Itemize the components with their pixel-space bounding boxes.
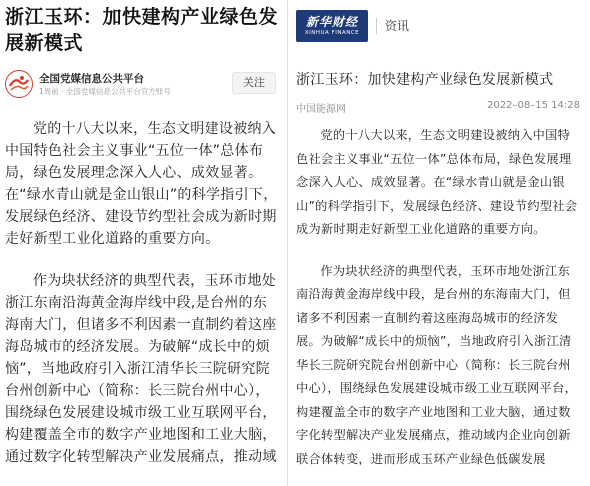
article-meta xyxy=(296,100,580,114)
left-paragraph-1: 党的十八大以来，生态文明建设被纳入中国特色社会主义事业“五位一体”总体布局，绿色发展理念深入人心、成效显著。在“绿水青山就是金山银山”的科学指引下，发展绿色经济、建设节约型社会成为新时期走好新型工业化道路的重要方向。 xyxy=(5,121,278,247)
header-divider xyxy=(376,18,377,34)
right-article-body xyxy=(296,124,580,486)
follow-button[interactable]: 关注 xyxy=(232,72,276,94)
logo-main-text: 新华财经 xyxy=(305,15,358,29)
xinhua-header xyxy=(288,0,590,52)
right-article-pane xyxy=(287,0,590,486)
right-paragraph-2: 作为块状经济的典型代表，玉环市地处浙江东南沿海黄金海岸线中段，是台州的东海南大门，但诸多不利因素一直制约着这座海岛城市的经济发展。为破解“成长中的烦恼”，当地政府引入浙江清华长三院研究院台州创新中心（简称：长三院台州中心），围绕绿色发展建设城市级工业互联网平台，构建覆盖全市的数字产业地图和工业大脑，通过数字化转型解决产业发展痛点，推动域内企业向创新联合体转变，进而形成玉环产业绿色低碳发展 xyxy=(296,263,578,466)
section-label-news[interactable]: 资讯 xyxy=(385,19,410,33)
left-paragraph-2: 作为块状经济的典型代表，玉环市地处浙江东南沿海黄金海岸线中段,是台州的东海南大门，但诸多不利因素一直制约着这座海岛城市的经济发展。为破解“成长中的烦恼”，当地政府引入浙江清华长三院研究院台州创新中心（简称：长三院台州中心），围绕绿色发展建设城市级工业互联网平台，构建覆盖全市的数字产业地图和工业大脑，通过数字化转型解决产业发展痛点，推动域 xyxy=(5,273,277,465)
right-paragraph-1: 党的十八大以来，生态文明建设被纳入中国特色社会主义事业“五位一体”总体布局，绿色发展理念深入人心、成效显著。在“绿水青山就是金山银山”的科学指引下，发展绿色经济、建设节约型社会成为新时期走好新型工业化道路的重要方向。 xyxy=(296,128,578,236)
left-article-body xyxy=(5,118,280,486)
left-article-pane xyxy=(0,0,287,486)
xinhua-finance-logo[interactable] xyxy=(296,10,368,42)
article-datetime: 2022–08–15 14:28 xyxy=(487,100,580,111)
party-media-logo-icon[interactable] xyxy=(5,70,33,98)
right-article-title: 浙江玉环：加快建构产业绿色发展新模式 xyxy=(296,72,554,88)
article-source: 中国能源网 xyxy=(296,104,346,115)
logo-sub-text: XINHUA FINANCE xyxy=(304,30,360,36)
author-meta: 1周前 · 全国党媒信息公共平台官方账号 xyxy=(39,87,171,96)
author-bar xyxy=(5,70,280,100)
left-article-title: 浙江玉环：加快建构产业绿色发展新模式 xyxy=(5,6,279,54)
author-name[interactable]: 全国党媒信息公共平台 xyxy=(39,73,144,85)
